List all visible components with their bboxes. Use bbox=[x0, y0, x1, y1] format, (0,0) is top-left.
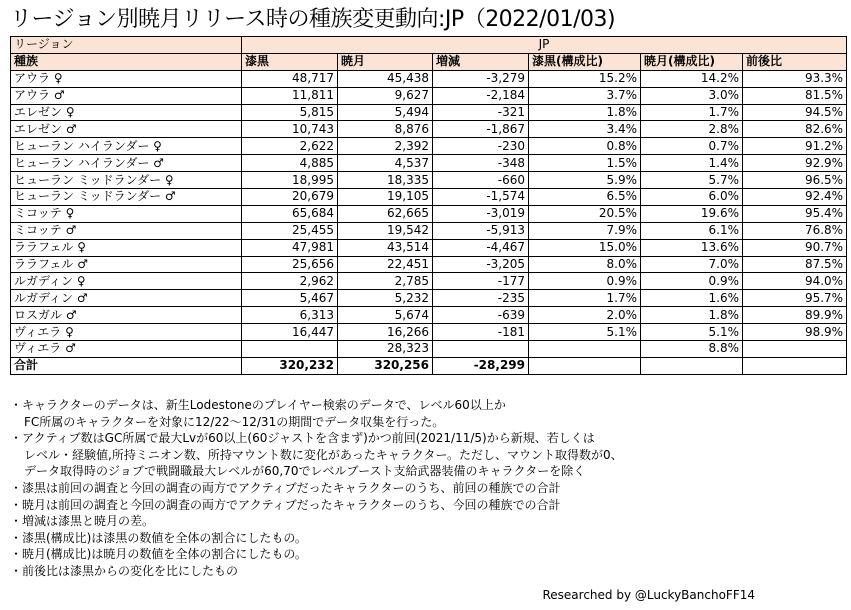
credit-text: Researched by @LuckyBanchoFF14 bbox=[542, 588, 755, 602]
column-header-diff: 増減 bbox=[433, 53, 529, 70]
column-header-change: 前後比 bbox=[743, 53, 847, 70]
ew-cell: 16,266 bbox=[338, 324, 433, 341]
ew-cell: 62,665 bbox=[338, 205, 433, 222]
table-row bbox=[11, 273, 847, 290]
note-line: ・増減は漆黒と暁月の差。 bbox=[10, 514, 155, 529]
note-line: ・キャラクターのデータは、新生Lodestoneのプレイヤー検索のデータで、レベル60以上か bbox=[10, 398, 506, 412]
ew-ratio-cell: 3.0% bbox=[641, 87, 743, 104]
change-cell: 95.7% bbox=[743, 290, 847, 307]
total-diff: -28,299 bbox=[433, 357, 529, 374]
diff-cell: -321 bbox=[433, 104, 529, 121]
diff-cell: -230 bbox=[433, 138, 529, 155]
shb-ratio-cell: 20.5% bbox=[529, 205, 641, 222]
change-cell: 96.5% bbox=[743, 172, 847, 189]
column-header-race: 種族 bbox=[11, 53, 242, 70]
shb-ratio-cell: 1.5% bbox=[529, 155, 641, 172]
shb-cell: 18,995 bbox=[242, 172, 338, 189]
table-row bbox=[11, 155, 847, 172]
total-ew-ratio bbox=[641, 357, 743, 374]
race-cell: ヒューラン ミッドランダー ♂ bbox=[11, 189, 242, 206]
ew-ratio-cell: 1.8% bbox=[641, 307, 743, 324]
race-cell: アウラ ♀ bbox=[11, 70, 242, 87]
header-row-columns bbox=[11, 53, 847, 70]
ew-cell: 2,392 bbox=[338, 138, 433, 155]
change-cell: 82.6% bbox=[743, 121, 847, 138]
note-line: ・アクティブ数はGC所属で最大Lvが60以上(60ジャストを含まず)かつ前回(2021/11/5)から新規、若しくは bbox=[10, 431, 595, 446]
diff-cell: -4,467 bbox=[433, 239, 529, 256]
race-cell: ルガディン ♂ bbox=[11, 290, 242, 307]
ew-ratio-cell: 0.9% bbox=[641, 273, 743, 290]
race-cell: ヴィエラ ♂ bbox=[11, 341, 242, 358]
region-label: リージョン bbox=[11, 37, 242, 54]
ew-ratio-cell: 6.0% bbox=[641, 189, 743, 206]
shb-cell: 47,981 bbox=[242, 239, 338, 256]
change-cell: 93.3% bbox=[743, 70, 847, 87]
table-row bbox=[11, 239, 847, 256]
shb-ratio-cell bbox=[529, 341, 641, 358]
ew-ratio-cell: 19.6% bbox=[641, 205, 743, 222]
shb-ratio-cell: 7.9% bbox=[529, 222, 641, 239]
diff-cell: -181 bbox=[433, 324, 529, 341]
race-cell: エレゼン ♀ bbox=[11, 104, 242, 121]
note-line: ・暁月(構成比)は暁月の数値を全体の割合にしたもの。 bbox=[10, 547, 307, 562]
shb-ratio-cell: 5.1% bbox=[529, 324, 641, 341]
note-line: データ取得時のジョブで戦闘職最大レベルが60,70でレベルブースト支給武器装備のキャラクターを除く bbox=[24, 464, 586, 479]
shb-cell: 25,656 bbox=[242, 256, 338, 273]
ew-cell: 9,627 bbox=[338, 87, 433, 104]
diff-cell: -639 bbox=[433, 307, 529, 324]
table-row bbox=[11, 222, 847, 239]
shb-ratio-cell: 3.7% bbox=[529, 87, 641, 104]
ew-cell: 5,674 bbox=[338, 307, 433, 324]
note-line: ・漆黒は前回の調査と今回の調査の両方でアクティブだったキャラクターのうち、前回の種族での合計 bbox=[10, 480, 561, 495]
shb-ratio-cell: 5.9% bbox=[529, 172, 641, 189]
ew-ratio-cell: 6.1% bbox=[641, 222, 743, 239]
race-cell: ヴィエラ ♀ bbox=[11, 324, 242, 341]
table-row bbox=[11, 205, 847, 222]
ew-cell: 45,438 bbox=[338, 70, 433, 87]
table-row bbox=[11, 324, 847, 341]
ew-ratio-cell: 5.7% bbox=[641, 172, 743, 189]
table-row bbox=[11, 138, 847, 155]
notes-section bbox=[10, 397, 840, 580]
race-change-table bbox=[10, 36, 847, 375]
note-line: レベル・経験値,所持ミニオン数、所持マウント数に変化があったキャラクター。ただし、マウント取得数が0、 bbox=[24, 447, 623, 462]
diff-cell: -3,279 bbox=[433, 70, 529, 87]
shb-cell: 2,962 bbox=[242, 273, 338, 290]
column-header-ew-ratio: 暁月(構成比) bbox=[641, 53, 743, 70]
change-cell bbox=[743, 341, 847, 358]
shb-cell: 5,815 bbox=[242, 104, 338, 121]
table-row bbox=[11, 104, 847, 121]
ew-ratio-cell: 0.7% bbox=[641, 138, 743, 155]
shb-cell: 10,743 bbox=[242, 121, 338, 138]
note-line: ・漆黒(構成比)は漆黒の数値を全体の割合にしたもの。 bbox=[10, 530, 307, 545]
note-line: ・前後比は漆黒からの変化を比にしたもの bbox=[10, 563, 239, 578]
ew-ratio-cell: 1.4% bbox=[641, 155, 743, 172]
ew-ratio-cell: 13.6% bbox=[641, 239, 743, 256]
shb-ratio-cell: 3.4% bbox=[529, 121, 641, 138]
change-cell: 76.8% bbox=[743, 222, 847, 239]
ew-cell: 2,785 bbox=[338, 273, 433, 290]
diff-cell: -660 bbox=[433, 172, 529, 189]
column-header-ew: 暁月 bbox=[338, 53, 433, 70]
race-cell: エレゼン ♂ bbox=[11, 121, 242, 138]
shb-cell: 25,455 bbox=[242, 222, 338, 239]
column-header-shb: 漆黒 bbox=[242, 53, 338, 70]
header-row-region bbox=[11, 37, 847, 54]
ew-ratio-cell: 8.8% bbox=[641, 341, 743, 358]
shb-ratio-cell: 0.9% bbox=[529, 273, 641, 290]
race-cell: ヒューラン ハイランダー ♀ bbox=[11, 138, 242, 155]
race-cell: ララフェル ♀ bbox=[11, 239, 242, 256]
table-row bbox=[11, 290, 847, 307]
shb-cell: 5,467 bbox=[242, 290, 338, 307]
diff-cell: -3,205 bbox=[433, 256, 529, 273]
change-cell: 94.0% bbox=[743, 273, 847, 290]
change-cell: 98.9% bbox=[743, 324, 847, 341]
shb-cell: 48,717 bbox=[242, 70, 338, 87]
ew-cell: 8,876 bbox=[338, 121, 433, 138]
table-row bbox=[11, 70, 847, 87]
diff-cell: -1,867 bbox=[433, 121, 529, 138]
note-line: FC所属のキャラクターを対象に12/22～12/31の期間でデータ収集を行った。 bbox=[24, 414, 445, 429]
race-cell: ミコッテ ♂ bbox=[11, 222, 242, 239]
total-row bbox=[11, 357, 847, 374]
shb-cell: 4,885 bbox=[242, 155, 338, 172]
diff-cell bbox=[433, 341, 529, 358]
shb-ratio-cell: 1.8% bbox=[529, 104, 641, 121]
table-row bbox=[11, 307, 847, 324]
shb-ratio-cell: 8.0% bbox=[529, 256, 641, 273]
diff-cell: -3,019 bbox=[433, 205, 529, 222]
table-row bbox=[11, 121, 847, 138]
change-cell: 95.4% bbox=[743, 205, 847, 222]
table-row bbox=[11, 87, 847, 104]
race-cell: ヒューラン ミッドランダー ♀ bbox=[11, 172, 242, 189]
column-header-shb-ratio: 漆黒(構成比) bbox=[529, 53, 641, 70]
change-cell: 92.4% bbox=[743, 189, 847, 206]
total-shb-ratio bbox=[529, 357, 641, 374]
ew-ratio-cell: 1.6% bbox=[641, 290, 743, 307]
race-cell: ルガディン ♀ bbox=[11, 273, 242, 290]
change-cell: 87.5% bbox=[743, 256, 847, 273]
shb-cell: 20,679 bbox=[242, 189, 338, 206]
total-change bbox=[743, 357, 847, 374]
diff-cell: -235 bbox=[433, 290, 529, 307]
ew-cell: 22,451 bbox=[338, 256, 433, 273]
shb-cell: 16,447 bbox=[242, 324, 338, 341]
total-label: 合計 bbox=[11, 357, 242, 374]
ew-ratio-cell: 7.0% bbox=[641, 256, 743, 273]
table-body bbox=[11, 70, 847, 357]
diff-cell: -1,574 bbox=[433, 189, 529, 206]
change-cell: 89.9% bbox=[743, 307, 847, 324]
total-shb: 320,232 bbox=[242, 357, 338, 374]
table-row bbox=[11, 341, 847, 358]
ew-cell: 4,537 bbox=[338, 155, 433, 172]
ew-ratio-cell: 1.7% bbox=[641, 104, 743, 121]
shb-cell: 11,811 bbox=[242, 87, 338, 104]
shb-ratio-cell: 6.5% bbox=[529, 189, 641, 206]
ew-cell: 5,232 bbox=[338, 290, 433, 307]
ew-cell: 18,335 bbox=[338, 172, 433, 189]
shb-cell: 6,313 bbox=[242, 307, 338, 324]
diff-cell: -348 bbox=[433, 155, 529, 172]
change-cell: 91.2% bbox=[743, 138, 847, 155]
change-cell: 92.9% bbox=[743, 155, 847, 172]
shb-ratio-cell: 2.0% bbox=[529, 307, 641, 324]
total-ew: 320,256 bbox=[338, 357, 433, 374]
shb-cell: 2,622 bbox=[242, 138, 338, 155]
shb-ratio-cell: 15.0% bbox=[529, 239, 641, 256]
shb-cell bbox=[242, 341, 338, 358]
ew-ratio-cell: 14.2% bbox=[641, 70, 743, 87]
table-row bbox=[11, 189, 847, 206]
race-cell: ミコッテ ♀ bbox=[11, 205, 242, 222]
ew-cell: 5,494 bbox=[338, 104, 433, 121]
page-title: リージョン別暁月リリース時の種族変更動向:JP（2022/01/03) bbox=[10, 7, 616, 32]
shb-cell: 65,684 bbox=[242, 205, 338, 222]
shb-ratio-cell: 15.2% bbox=[529, 70, 641, 87]
ew-cell: 43,514 bbox=[338, 239, 433, 256]
race-cell: ヒューラン ハイランダー ♂ bbox=[11, 155, 242, 172]
race-cell: ロスガル ♂ bbox=[11, 307, 242, 324]
race-cell: ララフェル ♂ bbox=[11, 256, 242, 273]
diff-cell: -5,913 bbox=[433, 222, 529, 239]
ew-cell: 28,323 bbox=[338, 341, 433, 358]
change-cell: 81.5% bbox=[743, 87, 847, 104]
race-cell: アウラ ♂ bbox=[11, 87, 242, 104]
shb-ratio-cell: 1.7% bbox=[529, 290, 641, 307]
diff-cell: -177 bbox=[433, 273, 529, 290]
shb-ratio-cell: 0.8% bbox=[529, 138, 641, 155]
ew-cell: 19,542 bbox=[338, 222, 433, 239]
change-cell: 90.7% bbox=[743, 239, 847, 256]
region-value: JP bbox=[242, 37, 847, 54]
table-row bbox=[11, 256, 847, 273]
diff-cell: -2,184 bbox=[433, 87, 529, 104]
ew-ratio-cell: 5.1% bbox=[641, 324, 743, 341]
ew-cell: 19,105 bbox=[338, 189, 433, 206]
note-line: ・暁月は前回の調査と今回の調査の両方でアクティブだったキャラクターのうち、今回の種族での合計 bbox=[10, 497, 561, 512]
table-row bbox=[11, 172, 847, 189]
change-cell: 94.5% bbox=[743, 104, 847, 121]
ew-ratio-cell: 2.8% bbox=[641, 121, 743, 138]
